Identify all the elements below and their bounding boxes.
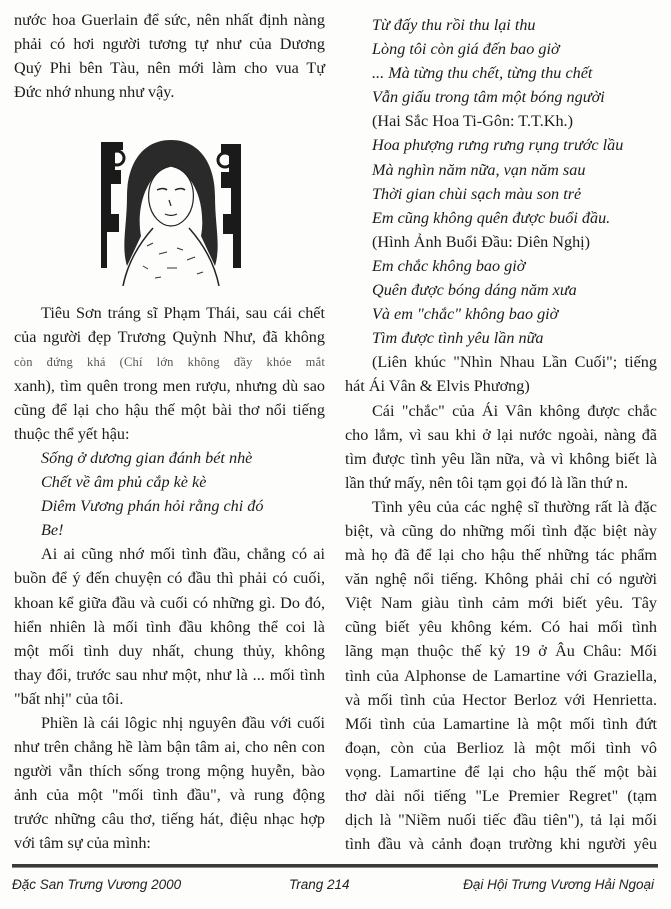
poem-line: Em chắc không bao giờ bbox=[372, 256, 526, 275]
woman-illustration bbox=[97, 136, 245, 286]
text-line: Tình yêu của các nghệ sĩ thường rất là đặc bbox=[372, 497, 657, 516]
text-line: Việt Nam giàu tình cảm mới biết yêu. Tây bbox=[345, 594, 657, 613]
text-line: Tiêu Sơn tráng sĩ Phạm Thái, sau cái chết bbox=[41, 304, 325, 323]
poem-line: Be! bbox=[41, 521, 64, 540]
footer-organization: Đại Hội Trưng Vương Hải Ngoại bbox=[463, 877, 654, 892]
text-line: cũng biết yêu không kém. Có hai mối tình bbox=[345, 618, 657, 637]
text-line: lần thứ mấy, nên tôi tạm gọi đó là lần thứ n. bbox=[345, 473, 629, 492]
text-line: một mối tình duy nhất, chung thủy, không bbox=[14, 641, 325, 660]
text-line: biệt, và cũng do những mối tình đặc biệt này bbox=[345, 521, 657, 540]
poem-hinh-anh-buoi-dau bbox=[345, 133, 657, 229]
text-line: tình của Alphonse de Lamartine với Graziella, bbox=[345, 666, 657, 685]
poem-line: Mà nghìn năm nữa, vạn năm sau bbox=[372, 160, 586, 179]
text-line: Quý Phi bên Tàu, nên mới làm cho vua Tự bbox=[14, 59, 325, 78]
text-line: hát Ái Vân & Elvis Phương) bbox=[345, 377, 530, 396]
text-line: và mối tình của Hector Berloz với Henrietta. bbox=[345, 690, 657, 709]
paragraph-logic bbox=[14, 711, 325, 856]
text-line: nước hoa Guerlain để sức, nên nhất định nàng bbox=[14, 11, 325, 29]
text-line: Mối tình của Lamartine là một mối tình đứt bbox=[345, 714, 657, 733]
poem-credit: (Hình Ảnh Buổi Đầu: Diên Nghị) bbox=[372, 232, 591, 251]
song-credit bbox=[345, 350, 657, 398]
text-line: xanh), tìm quên trong men rượu, nhưng dù sao bbox=[14, 376, 325, 395]
text-line: Đức nhớ nhung như vậy. bbox=[14, 83, 175, 102]
paragraph-first-love bbox=[14, 542, 325, 711]
poem-hai-sac-hoa-ti-gon bbox=[345, 13, 657, 109]
poem-line: Chết về âm phủ cắp kè kè bbox=[41, 473, 207, 492]
poem-line: Sống ở dương gian đánh bét nhè bbox=[41, 448, 253, 467]
text-line: vọng. Lamartine để lại cho hậu thế một bài bbox=[345, 762, 657, 781]
poem-line: Quên được bóng dáng năm xưa bbox=[372, 281, 577, 300]
poem-line: Hoa phượng rưng rưng rụng trước lầu bbox=[372, 136, 624, 155]
text-line: văn nghệ nổi tiếng. Không phải chỉ có người bbox=[345, 570, 657, 589]
footer-page-number: Trang 214 bbox=[289, 877, 350, 892]
poem-line: Tìm được tình yêu lần nữa bbox=[372, 329, 544, 348]
text-line: thuộc thể yết hậu: bbox=[14, 424, 130, 443]
text-line: tình đầu và cảnh đoạn trường khi người yêu bbox=[345, 835, 657, 854]
poem-line: Diêm Vương phán hỏi rằng chi đó bbox=[41, 497, 264, 516]
text-line: "bất nhị" của tôi. bbox=[14, 689, 124, 708]
text-line: lãng mạn thuộc thế kỷ 19 ở Âu Châu: Mối bbox=[345, 642, 657, 661]
text-line: (Liên khúc "Nhìn Nhau Lần Cuối"; tiếng bbox=[372, 353, 657, 372]
text-line: phải có hơi người tương tự như của Dương bbox=[14, 35, 325, 54]
paragraph-guerlain bbox=[14, 8, 325, 104]
text-line: ảnh của một "mối tình đầu", và rung động bbox=[14, 786, 325, 805]
poem-line: Thời gian chùi sạch màu son trẻ bbox=[372, 184, 582, 203]
text-line: người vẫn thích sống trong mộng huyễn, bào bbox=[14, 762, 325, 781]
text-line: Cái "chắc" của Ái Vân không được chắc bbox=[372, 401, 657, 420]
footer-publication: Đặc San Trưng Vương 2000 bbox=[12, 877, 182, 892]
text-line: với tâm sự của mình: bbox=[14, 834, 151, 853]
paragraph-artists-love bbox=[345, 495, 657, 856]
paragraph-pham-thai bbox=[14, 301, 325, 446]
text-line: mà họ đã để lại cho hậu thế những tác phẩm bbox=[345, 546, 657, 565]
text-line: của người đẹp Trương Quỳnh Như, đã không bbox=[14, 328, 325, 347]
text-line: như trên chẳng hề làm bận tâm ai, cho nên con bbox=[14, 738, 325, 757]
woman-portrait-icon bbox=[97, 136, 245, 286]
poem-line: Vẫn giấu trong tâm một bóng người bbox=[372, 88, 605, 107]
text-line: hiển nhiên là mối tình đầu không thể coi là bbox=[14, 617, 325, 636]
poem-line: Em cũng không quên được buổi đầu. bbox=[372, 208, 611, 227]
poem-line: Và em "chắc" không bao giờ bbox=[372, 305, 559, 324]
text-line: dịch là "Niềm nuối tiếc đầu tiên"), tả lại mối bbox=[345, 811, 657, 830]
text-line: cho lắm, vì sau khi ở lại nước ngoài, nàng đã bbox=[345, 425, 657, 444]
poem-line: ... Mà từng thu chết, từng thu chết bbox=[372, 64, 593, 83]
text-line: thơ dài nổi tiếng "Le Premier Regret" (tạm bbox=[345, 787, 657, 805]
right-column bbox=[345, 13, 657, 856]
text-line: tìm được tình yêu lần nữa, và vì không biết là bbox=[345, 449, 657, 468]
text-line: cũng để lại cho hậu thế một bài thơ nổi tiếng bbox=[14, 400, 325, 419]
text-line: trước những câu thơ, tiếng hát, điệu nhạc hợp bbox=[14, 810, 325, 829]
text-line: thay đổi, trước sau như một, như là ... mối tình bbox=[14, 665, 325, 684]
text-line: Phiền là cái lôgic nhị nguyên đầu với cuối bbox=[41, 713, 325, 732]
text-line: buồn để ý đến chuyện có đầu thì phải có cuối, bbox=[14, 569, 325, 588]
poem-line: Từ đấy thu rồi thu lại thu bbox=[372, 16, 536, 34]
poem-nhin-nhau-lan-cuoi bbox=[345, 254, 657, 350]
footer-divider bbox=[12, 864, 658, 868]
text-line-smudged: còn đứng khá (Chí lớn không đầy khóe mắt bbox=[14, 354, 325, 369]
text-line: đoạn, còn của Berlioz là một mối tình vô bbox=[345, 738, 657, 757]
paragraph-ai-van bbox=[345, 399, 657, 495]
poem-line: Lòng tôi còn giá đến bao giờ bbox=[372, 40, 560, 59]
text-line: Ai ai cũng nhớ mối tình đầu, chẳng có ai bbox=[41, 545, 325, 564]
poem-credit: (Hai Sắc Hoa Ti-Gôn: T.T.Kh.) bbox=[372, 112, 573, 131]
poem-yet-hau bbox=[14, 446, 325, 542]
text-line: khoan kể giữa đầu và cuối có những gì. Do đó, bbox=[14, 593, 325, 612]
